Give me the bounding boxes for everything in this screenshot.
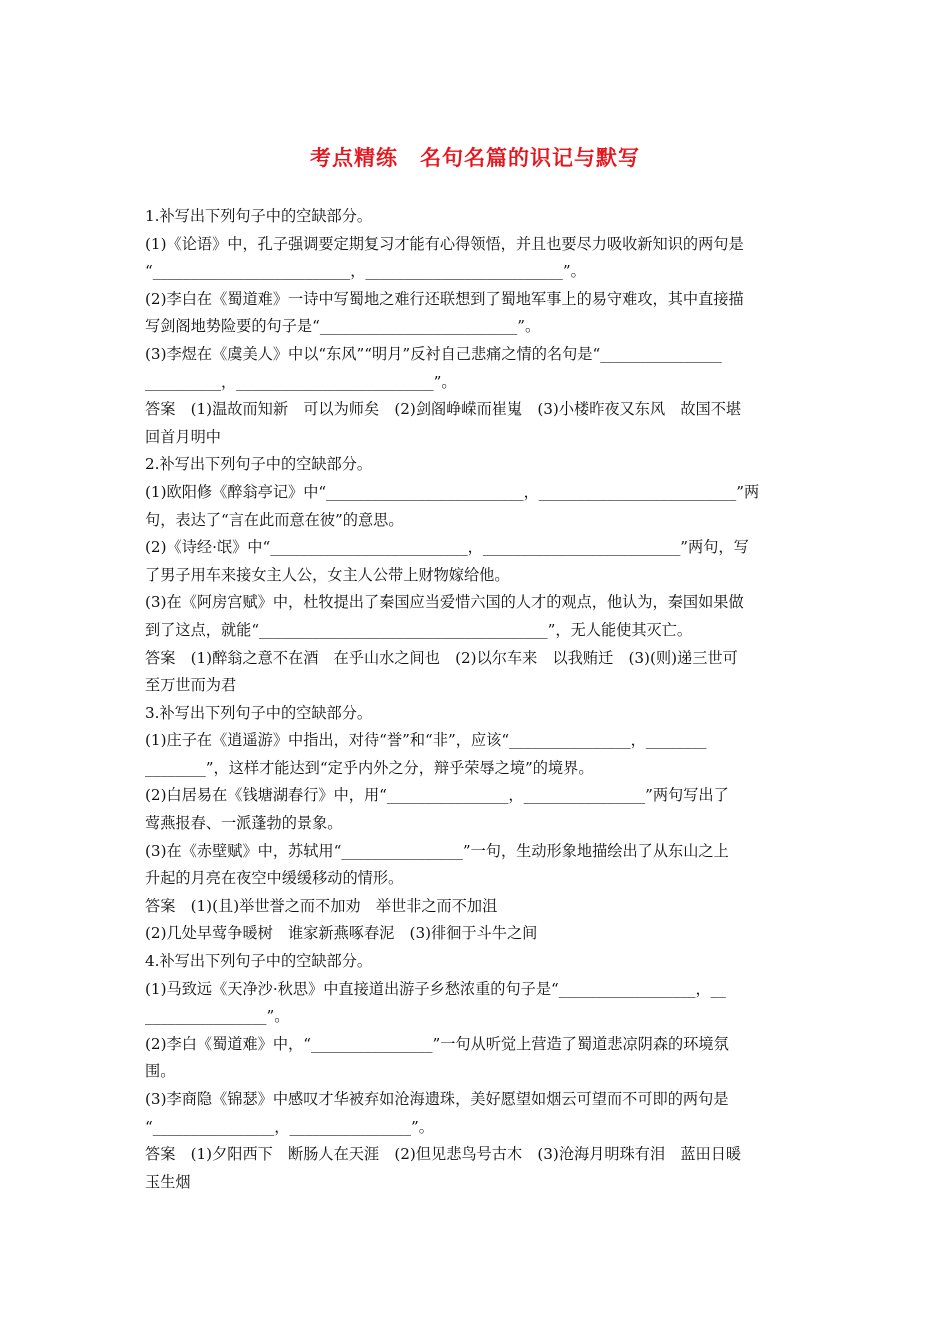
text-line: 升起的月亮在夜空中缓缓移动的情形。 (145, 869, 404, 888)
text-line: (2)李白《蜀道难》中，“________________”一句从听觉上营造了蜀道悲凉阴森的环境氛 (145, 1034, 729, 1053)
text-line: 写剑阁地势险要的句子是“__________________________”。 (145, 317, 541, 336)
text-line: 1.补写出下列句子中的空缺部分。 (145, 207, 373, 225)
text-line: “__________________________，__________________________”。 (145, 262, 586, 281)
answer-line: 至万世而为君 (145, 676, 237, 695)
text-line: (1)欧阳修《醉翁亭记》中“__________________________，__________________________”两 (145, 482, 760, 501)
text-line: (3)李煜在《虞美人》中以“东风”“明月”反衬自己悲痛之情的名句是“________________ (145, 344, 722, 363)
text-line: 3.补写出下列句子中的空缺部分。 (145, 703, 373, 722)
text-line: 了男子用车来接女主人公，女主人公带上财物嫁给他。 (145, 565, 510, 584)
answer-line: 玉生烟 (145, 1172, 191, 1191)
page-title: 考点精练 名句名篇的识记与默写 (310, 146, 640, 170)
text-line: __________，__________________________”。 (145, 372, 457, 391)
text-line: 到了这点，就能“______________________________________”，无人能使其灭亡。 (145, 620, 693, 639)
text-line: ________”，这样才能达到“定乎内外之分，辩乎荣辱之境”的境界。 (145, 758, 594, 777)
text-line: 莺燕报春、一派蓬勃的景象。 (145, 814, 343, 833)
answer-line: 答案 (1)夕阳西下 断肠人在天涯 (2)但见悲鸟号古木 (3)沧海月明珠有泪 蓝田日暖 (145, 1145, 742, 1164)
text-line: (1)马致远《天净沙·秋思》中直接道出游子乡愁浓重的句子是“__________________，__ (145, 979, 726, 998)
text-line: ________________”。 (145, 1007, 290, 1026)
answer-line: 答案 (1)温故而知新 可以为师矣 (2)剑阁峥嵘而崔嵬 (3)小楼昨夜又东风 故国不堪 (145, 400, 742, 419)
document-body (145, 203, 810, 1196)
text-line: (1)《论语》中，孔子强调要定期复习才能有心得领悟，并且也要尽力吸收新知识的两句是 (145, 234, 744, 253)
text-line: (3)在《赤壁赋》中，苏轼用“________________”一句，生动形象地描绘出了从东山之上 (145, 841, 729, 860)
text-line: 2.补写出下列句子中的空缺部分。 (145, 455, 373, 474)
text-line: (2)白居易在《钱塘湖春行》中，用“________________，________________”两句写出了 (145, 786, 729, 805)
text-line: (3)李商隐《锦瑟》中感叹才华被弃如沧海遗珠，美好愿望如烟云可望而不可即的两句是 (145, 1090, 729, 1108)
text-line: (2)《诗经·氓》中“__________________________，__________________________”两句，写 (145, 538, 749, 557)
text-line: (1)庄子在《逍遥游》中指出，对待“誉”和“非”，应该“________________，________ (145, 731, 707, 750)
text-line: (2)李白在《蜀道难》一诗中写蜀地之难行还联想到了蜀地军事上的易守难攻，其中直接描 (145, 289, 744, 308)
answer-line: 答案 (1)醉翁之意不在酒 在乎山水之间也 (2)以尔车来 以我贿迁 (3)(则)递三世可 (145, 648, 738, 667)
answer-line: (2)几处早莺争暖树 谁家新燕啄春泥 (3)徘徊于斗牛之间 (145, 924, 538, 943)
text-line: 围。 (145, 1062, 176, 1081)
text-line: 4.补写出下列句子中的空缺部分。 (145, 952, 373, 971)
text-line: 句，表达了“言在此而意在彼”的意思。 (145, 510, 404, 529)
answer-line: 回首月明中 (145, 427, 221, 446)
text-line: (3)在《阿房宫赋》中，杜牧提出了秦国应当爱惜六国的人才的观点，他认为，秦国如果做 (145, 593, 744, 612)
text-line: “________________，________________”。 (145, 1117, 434, 1136)
answer-line: 答案 (1)(且)举世誉之而不加劝 举世非之而不加沮 (145, 896, 498, 915)
